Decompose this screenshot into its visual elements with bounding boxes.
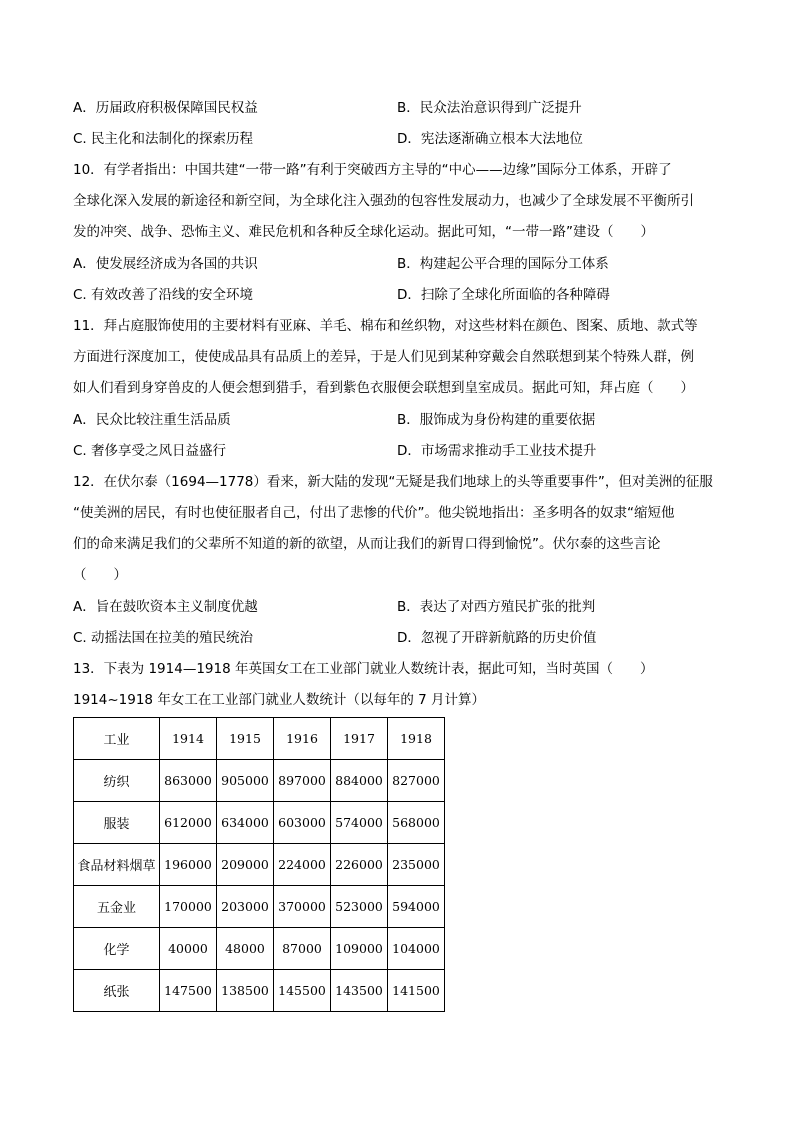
- table-row: [74, 928, 445, 970]
- q11-stem-line-2: 方面进行深度加工，使使成品具有品质上的差异，于是人们见到某种穿戴会自然联想到某个特殊人群，例: [73, 349, 694, 365]
- q9-option-a: A．历届政府积极保障国民权益: [73, 100, 258, 116]
- q10-stem-line-2: 全球化深入发展的新途径和新空间，为全球化注入强劲的包容性发展动力，也减少了全球发展不平衡所引: [73, 193, 694, 209]
- table-cell: 138500: [217, 970, 274, 1012]
- q11-option-a: A．民众比较注重生活品质: [73, 412, 231, 428]
- q10-stem-line-1: 10．有学者指出：中国共建“一带一路”有利于突破西方主导的“中心——边缘”国际分工体系，开辟了: [73, 162, 672, 178]
- q12-option-a: A．旨在鼓吹资本主义制度优越: [73, 599, 258, 615]
- q12-option-b: B．表达了对西方殖民扩张的批判: [397, 599, 596, 615]
- q13-table-caption: 1914~1918 年女工在工业部门就业人数统计（以每年的 7 月计算）: [73, 692, 485, 708]
- q11-stem-line-3: 如人们看到身穿兽皮的人便会想到猎手，看到紫色衣服便会联想到皇室成员。据此可知，拜占庭（ ）: [73, 380, 694, 396]
- table-row: [74, 970, 445, 1012]
- table-cell: 48000: [217, 928, 274, 970]
- table-cell: 827000: [388, 760, 445, 802]
- table-cell: 87000: [274, 928, 331, 970]
- q11-option-b: B．服饰成为身份构建的重要依据: [397, 412, 596, 428]
- table-cell: 209000: [217, 844, 274, 886]
- table-cell: 196000: [160, 844, 217, 886]
- q11-option-c: C. 奢侈享受之风日益盛行: [73, 443, 227, 459]
- table-cell: 523000: [331, 886, 388, 928]
- table-cell: 568000: [388, 802, 445, 844]
- table-cell: 141500: [388, 970, 445, 1012]
- table-row: [74, 760, 445, 802]
- table-cell: 143500: [331, 970, 388, 1012]
- row-industry-label: 五金业: [74, 886, 160, 928]
- header-year: 1914: [160, 718, 217, 760]
- q12-stem-line-4: （ ）: [73, 567, 127, 583]
- q12-stem-line-3: 们的命来满足我们的父辈所不知道的新的欲望，从而让我们的新胃口得到愉悦”。伏尔泰的这些言论: [73, 536, 661, 552]
- table-cell: 104000: [388, 928, 445, 970]
- employment-table: [73, 717, 445, 1012]
- table-row: [74, 886, 445, 928]
- q11-option-d: D．市场需求推动手工业技术提升: [397, 443, 597, 459]
- table-cell: 370000: [274, 886, 331, 928]
- q10-stem-line-3: 发的冲突、战争、恐怖主义、难民危机和各种反全球化运动。据此可知，“一带一路”建设（ ）: [73, 224, 654, 240]
- table-cell: 905000: [217, 760, 274, 802]
- table-cell: 147500: [160, 970, 217, 1012]
- row-industry-label: 纺织: [74, 760, 160, 802]
- table-header-row: [74, 718, 445, 760]
- table-cell: 40000: [160, 928, 217, 970]
- table-cell: 145500: [274, 970, 331, 1012]
- row-industry-label: 化学: [74, 928, 160, 970]
- q11-stem-line-1: 11．拜占庭服饰使用的主要材料有亚麻、羊毛、棉布和丝织物，对这些材料在颜色、图案、质地、款式等: [73, 318, 698, 334]
- table-cell: 203000: [217, 886, 274, 928]
- table-cell: 235000: [388, 844, 445, 886]
- q12-option-d: D．忽视了开辟新航路的历史价值: [397, 630, 597, 646]
- q10-option-b: B．构建起公平合理的国际分工体系: [397, 256, 609, 272]
- table-cell: 884000: [331, 760, 388, 802]
- row-industry-label: 服装: [74, 802, 160, 844]
- table-cell: 109000: [331, 928, 388, 970]
- q10-option-a: A．使发展经济成为各国的共识: [73, 256, 258, 272]
- table-cell: 863000: [160, 760, 217, 802]
- table-cell: 603000: [274, 802, 331, 844]
- q9-option-c: C. 民主化和法制化的探索历程: [73, 131, 254, 147]
- table-cell: 226000: [331, 844, 388, 886]
- header-year: 1916: [274, 718, 331, 760]
- q13-stem: 13．下表为 1914—1918 年英国女工在工业部门就业人数统计表，据此可知，当时英国（ ）: [73, 661, 654, 677]
- q9-option-d: D．宪法逐渐确立根本大法地位: [397, 131, 583, 147]
- table-cell: 612000: [160, 802, 217, 844]
- table-cell: 224000: [274, 844, 331, 886]
- header-industry: 工业: [74, 718, 160, 760]
- table-cell: 634000: [217, 802, 274, 844]
- q10-option-c: C. 有效改善了沿线的安全环境: [73, 287, 254, 303]
- header-year: 1915: [217, 718, 274, 760]
- row-industry-label: 纸张: [74, 970, 160, 1012]
- table-cell: 594000: [388, 886, 445, 928]
- table-cell: 170000: [160, 886, 217, 928]
- table-cell: 897000: [274, 760, 331, 802]
- q9-option-b: B．民众法治意识得到广泛提升: [397, 100, 582, 116]
- q12-stem-line-1: 12．在伏尔泰（1694—1778）看来，新大陆的发现“无疑是我们地球上的头等重要事件”，但对美洲的征服: [73, 474, 713, 490]
- q10-option-d: D．扫除了全球化所面临的各种障碍: [397, 287, 610, 303]
- header-year: 1917: [331, 718, 388, 760]
- header-year: 1918: [388, 718, 445, 760]
- table-row: [74, 802, 445, 844]
- table-row: [74, 844, 445, 886]
- row-industry-label: 食品材料烟草: [74, 844, 160, 886]
- q12-stem-line-2: “使美洲的居民，有时也使征服者自己，付出了悲惨的代价”。他尖锐地指出：圣多明各的奴隶“缩短他: [73, 505, 675, 521]
- table-cell: 574000: [331, 802, 388, 844]
- q12-option-c: C. 动摇法国在拉美的殖民统治: [73, 630, 254, 646]
